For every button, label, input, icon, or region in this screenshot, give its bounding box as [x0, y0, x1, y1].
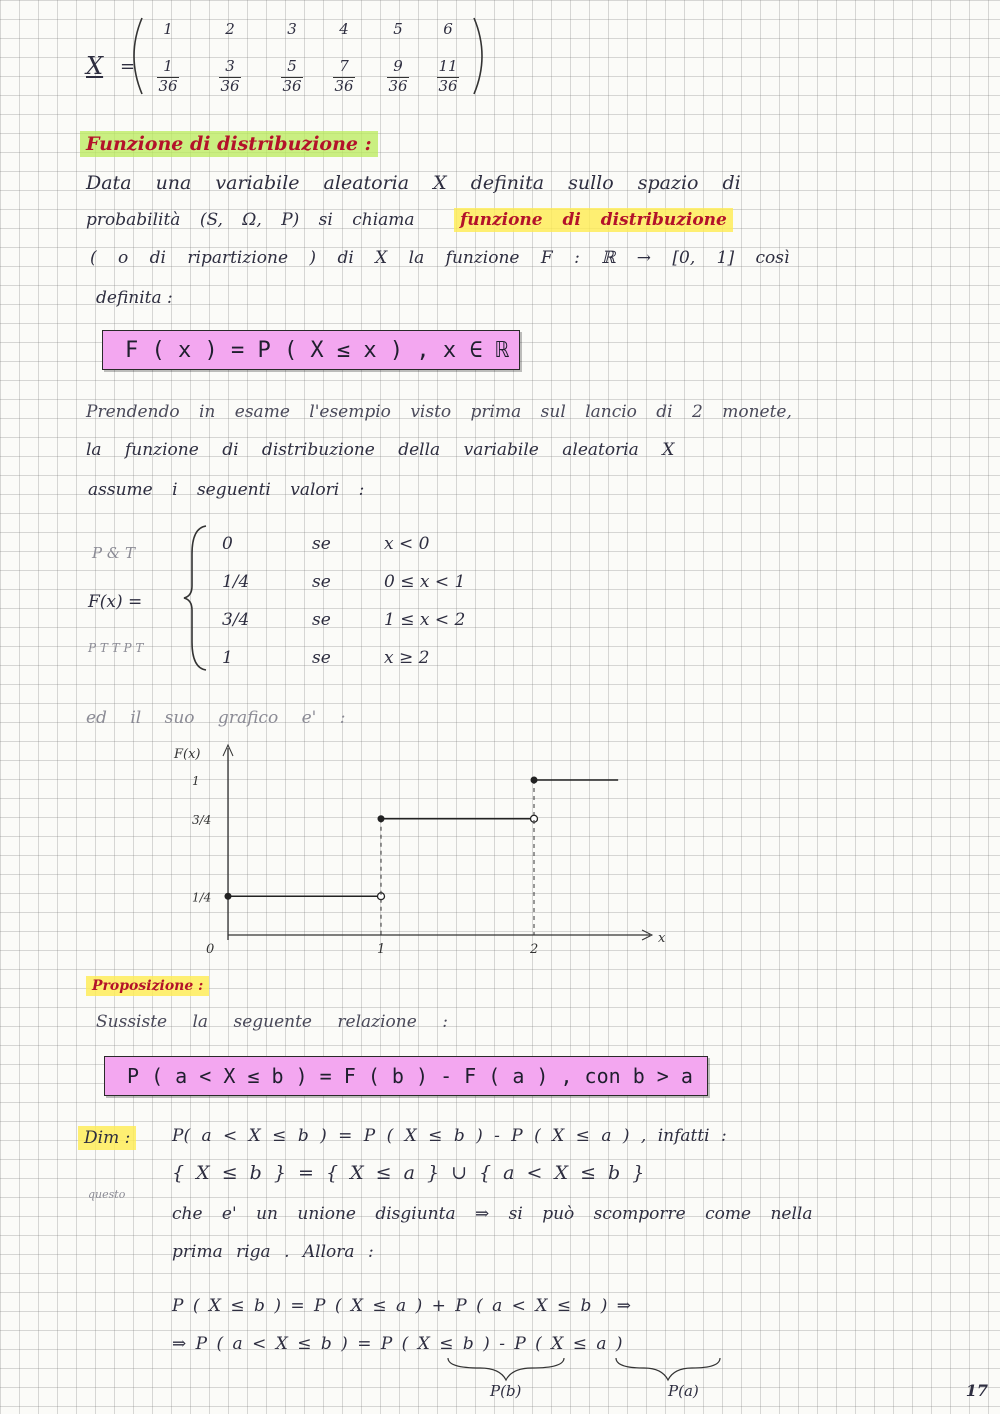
y-tick-label: 1 — [192, 774, 200, 788]
closed-point — [531, 777, 538, 784]
proof-line-4: prima riga . Allora : — [172, 1242, 374, 1262]
matrix-value-4: 4 — [339, 20, 349, 38]
matrix-prob-den-1: 36 — [158, 77, 178, 95]
case-range-3: 1 ≤ x < 2 — [384, 610, 466, 630]
matrix-prob-num-5: 9 — [393, 57, 403, 75]
definition-line-3: ( o di ripartizione ) di X la funzione F : ℝ → [0, 1] così — [90, 248, 790, 268]
proof-line-1: P( a < X ≤ b ) = P ( X ≤ b ) - P ( X ≤ a ) , infatti : — [172, 1126, 727, 1146]
brace-label-pa: P(a) — [668, 1382, 699, 1400]
matrix-prob-num-4: 7 — [339, 57, 349, 75]
definition-line-1: Data una variabile aleatoria X definita sullo spazio di — [86, 172, 741, 194]
proposition-formula-box — [104, 1056, 708, 1096]
x-tick-label: 0 — [206, 942, 215, 957]
matrix-prob-den-4: 36 — [334, 77, 354, 95]
proof-line-2: { X ≤ b } = { X ≤ a } ∪ { a < X ≤ b } — [172, 1162, 645, 1184]
case-val-3: 3/4 — [222, 610, 250, 630]
distribution-formula: F ( x ) = P ( X ≤ x ) , x ∈ ℝ — [125, 337, 510, 363]
proposition-title: Proposizione : — [86, 975, 209, 995]
proof-label: Dim : — [78, 1126, 136, 1148]
case-cond-4: se — [312, 648, 331, 668]
margin-note-bottom: P T T P T — [88, 641, 144, 655]
matrix-prob-den-3: 36 — [282, 77, 302, 95]
case-range-4: x ≥ 2 — [384, 648, 430, 668]
proposition-text: Sussiste la seguente relazione : — [96, 1012, 448, 1032]
graph-intro: ed il suo grafico e' : — [86, 708, 346, 728]
matrix-prob-num-3: 5 — [287, 57, 297, 75]
piecewise-lhs: F(x) = — [88, 592, 143, 612]
case-val-2: 1/4 — [222, 572, 250, 592]
proof-line-5: P ( X ≤ b ) = P ( X ≤ a ) + P ( a < X ≤ b ) ⇒ — [172, 1296, 632, 1316]
case-cond-3: se — [312, 610, 331, 630]
y-tick-label: 3/4 — [192, 812, 212, 827]
case-val-4: 1 — [222, 648, 233, 668]
matrix-prob-num-6: 11 — [438, 57, 458, 75]
matrix-prob-den-6: 36 — [438, 77, 458, 95]
proof-braces — [440, 1356, 760, 1386]
case-val-1: 0 — [222, 534, 233, 554]
brace-label-pb: P(b) — [490, 1382, 522, 1400]
definition-line-4: definita : — [96, 288, 173, 308]
margin-note-top: P & T — [92, 544, 135, 562]
definition-line-2 — [86, 210, 733, 230]
x-axis-label: x — [658, 931, 666, 946]
matrix-prob-den-2: 36 — [220, 77, 240, 95]
page-number: 17 — [965, 1381, 988, 1400]
closed-point — [378, 815, 385, 822]
case-cond-2: se — [312, 572, 331, 592]
definition-line-2-text: probabilità (S, Ω, P) si chiama — [86, 210, 415, 230]
example-line-3: assume i seguenti valori : — [88, 480, 365, 500]
matrix-value-3: 3 — [287, 20, 297, 38]
example-line-1: Prendendo in esame l'esempio visto prima sul lancio di 2 monete, — [86, 402, 792, 422]
proof-line-3: che e' un unione disgiunta ⇒ si può scomporre come nella — [172, 1204, 813, 1224]
distribution-formula-box — [102, 330, 520, 370]
proof-line-6: ⇒ P ( a < X ≤ b ) = P ( X ≤ b ) - P ( X ≤ a ) — [172, 1334, 623, 1354]
matrix-value-2: 2 — [225, 20, 235, 38]
case-cond-1: se — [312, 534, 331, 554]
x-tick-label: 2 — [530, 942, 539, 957]
piecewise-brace — [180, 524, 210, 672]
matrix-prob-num-2: 3 — [225, 57, 235, 75]
matrix-variable: X — [86, 52, 104, 80]
section-title-distribution: Funzione di distribuzione : — [80, 133, 378, 155]
y-tick-label: 1/4 — [192, 890, 212, 905]
matrix-value-6: 6 — [443, 20, 453, 38]
x-tick-label: 1 — [377, 942, 386, 957]
proposition-formula: P ( a < X ≤ b ) = F ( b ) - F ( a ) , con b > a — [127, 1064, 693, 1088]
distribution-chart — [160, 740, 700, 960]
definition-highlight: funzione di distribuzione — [454, 208, 733, 232]
matrix-prob-num-1: 1 — [163, 57, 173, 75]
proof-margin-note: questo — [88, 1188, 126, 1201]
matrix-value-5: 5 — [393, 20, 403, 38]
matrix-prob-den-5: 36 — [388, 77, 408, 95]
matrix-value-1: 1 — [163, 20, 173, 38]
case-range-1: x < 0 — [384, 534, 430, 554]
example-line-2: la funzione di distribuzione della variabile aleatoria X — [86, 440, 675, 460]
closed-point — [225, 893, 232, 900]
matrix-equals: = — [120, 56, 136, 77]
case-range-2: 0 ≤ x < 1 — [384, 572, 466, 592]
y-axis-label: F(x) — [174, 747, 201, 762]
